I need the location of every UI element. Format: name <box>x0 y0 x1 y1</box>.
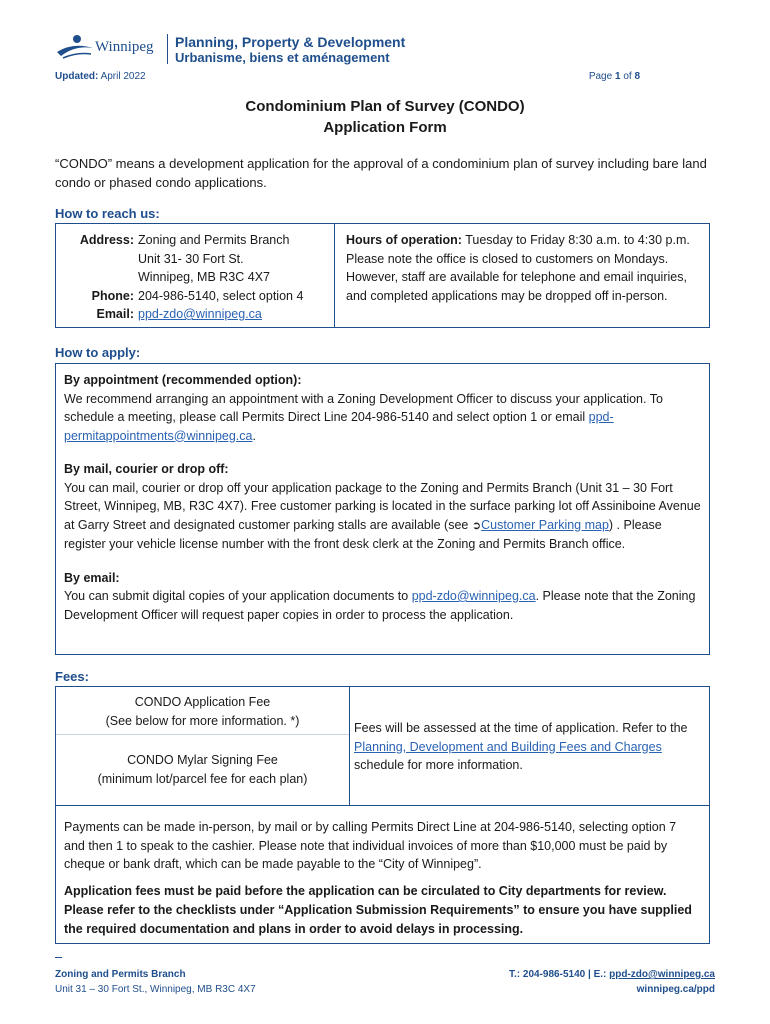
mail-text: You can mail, courier or drop off your application package to the Zoning and Permits Branch (Unit 31 – 30 Fort Street, Winnipeg, MB, R3C 4X7). Free customer parking is located in the surface parking lot off Assiniboine Avenue at Garry Street and designated customer parking stalls are available (see <box>64 480 701 532</box>
page-total: 8 <box>634 71 640 82</box>
fees-box <box>55 686 710 944</box>
apply-box <box>55 363 710 655</box>
address-line-3: Winnipeg, MB R3C 4X7 <box>138 270 271 284</box>
footer-email-link[interactable]: ppd-zdo@winnipeg.ca <box>609 969 715 980</box>
arrow-right-icon: ➲ <box>471 519 482 532</box>
page-label: Page <box>588 71 613 82</box>
intro-paragraph: “CONDO” means a development application for the approval of a condominium plan of survey including bare land condo or phased condo applications. <box>55 156 707 190</box>
page-current: 1 <box>614 71 621 82</box>
reach-box <box>55 223 710 328</box>
hours-of-operation <box>346 231 696 305</box>
address-label: Address: <box>79 233 134 247</box>
hours-text: Tuesday to Friday 8:30 a.m. to 4:30 p.m. Please note the office is closed to customers on Mondays. However, staff are available for telephone and email inquiries, and completed applications may be dropped off in-person. <box>346 233 690 303</box>
footer-email-label: E.: <box>593 969 607 980</box>
fee-table <box>56 687 709 806</box>
apply-appointment <box>64 371 701 445</box>
fees-heading: Fees: <box>55 669 89 684</box>
footer-website-link[interactable]: winnipeg.ca/ppd <box>636 984 715 995</box>
fee2-name: CONDO Mylar Signing Fee <box>127 753 278 767</box>
submission-email-link[interactable]: ppd-zdo@winnipeg.ca <box>411 589 536 603</box>
address-line-1: Zoning and Permits Branch <box>138 233 290 247</box>
page-header <box>55 32 715 68</box>
appointment-text: We recommend arranging an appointment with a Zoning Development Officer to discuss your application. To schedule a meeting, please call Permits Direct Line 204-986-5140 and select option 1 or email <box>64 391 663 424</box>
footer-branch: Zoning and Permits Branch <box>55 969 186 980</box>
contact-details <box>76 231 341 324</box>
email-text: You can submit digital copies of your application documents to <box>64 589 409 603</box>
fee-col-divider <box>349 687 350 805</box>
footer-phone-label: T.: <box>509 969 521 980</box>
phone-label: Phone: <box>91 288 134 303</box>
logo-wordmark: Winnipeg <box>95 39 154 55</box>
fee-row-mylar <box>56 751 349 788</box>
email-end: . Please note that the Zoning Development Officer will request paper copies in order to process the application. <box>64 589 696 622</box>
phone-value: 204-986-5140, select option 4 <box>138 288 304 303</box>
updated-value: April 2022 <box>100 71 146 82</box>
assess-end: schedule for more information. <box>354 758 523 772</box>
fee2-note: (minimum lot/parcel fee for each plan) <box>97 771 308 786</box>
fees-warning: Application fees must be paid before the application can be circulated to City departments for review. Please refer to the checklists under “Application Submission Requirements” to ensure you have supplied the required documentation and plans in order to avoid delays in processing. <box>64 884 692 936</box>
department-name-fr: Urbanisme, biens et aménagement <box>175 50 390 65</box>
apply-mail <box>64 460 701 554</box>
assess-text: Fees will be assessed at the time of application. Refer to the <box>354 721 688 735</box>
fee1-name: CONDO Application Fee <box>134 695 271 709</box>
appointment-email-link[interactable]: ppd-permitappointments@winnipeg.ca <box>64 410 614 443</box>
fees-schedule-link[interactable]: Planning, Development and Building Fees and Charges <box>354 739 662 754</box>
contact-email-link[interactable]: ppd-zdo@winnipeg.ca <box>138 307 262 321</box>
reach-divider <box>334 224 335 327</box>
footer-phone: 204-986-5140 <box>522 969 586 980</box>
hours-label: Hours of operation: <box>346 233 462 247</box>
footer-dash <box>55 957 62 958</box>
page-title <box>0 96 770 138</box>
title-line-1: Condominium Plan of Survey (CONDO) <box>245 98 525 115</box>
header-divider <box>167 34 168 64</box>
email-label: Email: <box>96 307 134 321</box>
winnipeg-logo <box>55 32 165 64</box>
department-name-en: Planning, Property & Development <box>175 34 406 50</box>
apply-heading: How to apply: <box>55 345 141 360</box>
parking-map-link[interactable]: Customer Parking map <box>481 517 609 532</box>
page-of: of <box>623 71 632 82</box>
title-line-2: Application Form <box>323 119 447 136</box>
reach-heading: How to reach us: <box>55 206 160 221</box>
fee1-note: (See below for more information. *) <box>105 713 300 728</box>
fee-row-application <box>56 693 349 730</box>
mail-title: By mail, courier or drop off: <box>64 462 229 476</box>
fee-row-divider <box>56 734 349 735</box>
appointment-title: By appointment (recommended option): <box>64 373 302 387</box>
updated-date <box>55 71 146 82</box>
footer-contact: T.: 204-986-5140 | E.: ppd-zdo@winnipeg.ca winnipeg.ca/ppd <box>509 969 715 995</box>
fee-assessment-note <box>354 719 699 775</box>
payments-paragraph: Payments can be made in-person, by mail or by calling Permits Direct Line at 204-986-5140, selecting option 7 and then 1 to speak to the cashier. Please note that individual invoices of more than $10,000 must be paid by cheque or bank draft, which can be made payable to the “City of Winnipeg”. <box>64 820 677 871</box>
footer-street: Unit 31 – 30 Fort St., Winnipeg, MB R3C 4X7 <box>55 984 256 995</box>
updated-label: Updated: <box>55 71 99 82</box>
email-title: By email: <box>64 570 120 585</box>
apply-email <box>64 569 701 625</box>
address-line-2: Unit 31- 30 Fort St. <box>138 251 244 266</box>
winnipeg-swoosh-icon <box>55 32 95 64</box>
appointment-end: . <box>252 428 256 443</box>
footer-address <box>55 967 256 997</box>
page-number <box>589 71 640 82</box>
mail-end: ) . Please register your vehicle license number with the front desk clerk at the Zoning and Permits Branch office. <box>64 517 662 551</box>
